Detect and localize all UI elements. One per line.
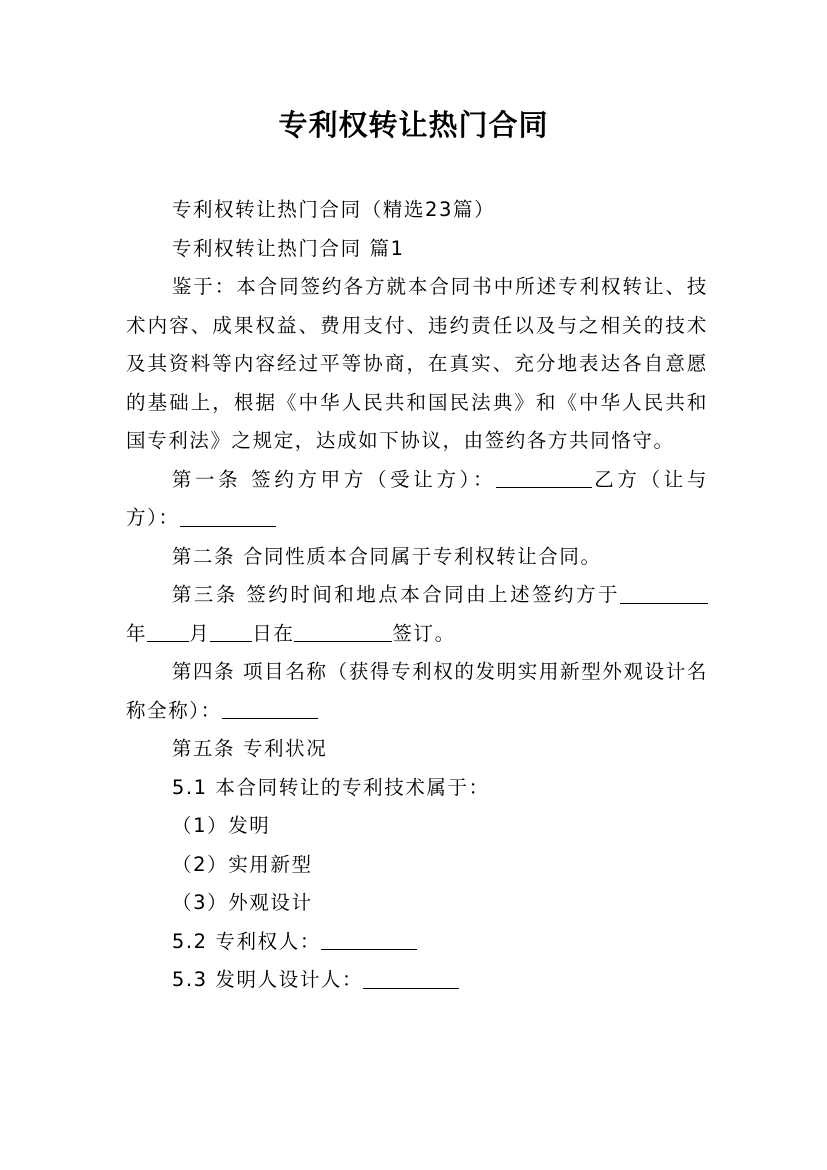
day-blank <box>210 621 252 642</box>
month-blank <box>147 621 189 642</box>
article-3-end: 签订。 <box>392 621 456 645</box>
article-5: 第五条 专利状况 <box>171 737 328 760</box>
inventor-blank <box>363 967 459 988</box>
article-3-text: 第三条 签约时间和地点本合同由上述签约方于 <box>171 583 620 606</box>
clause-5-2-label: 5.2 专利权人： <box>171 929 321 953</box>
clause-5-3 <box>126 961 708 1000</box>
article-4 <box>126 653 708 730</box>
clause-5-2 <box>126 923 708 962</box>
article-1 <box>126 461 708 538</box>
party-a-blank <box>496 467 592 488</box>
year-blank <box>620 582 708 603</box>
option-invention: （1）发明 <box>172 814 271 837</box>
clause-5-3-label: 5.3 发明人设计人： <box>171 968 364 991</box>
article-1-party-a-label: 第一条 签约方甲方（受让方）： <box>171 467 497 491</box>
party-b-blank <box>180 505 276 526</box>
article-1-party-b-label: 乙方（让与方）： <box>126 467 708 529</box>
patentee-blank <box>321 929 417 950</box>
section-heading: 专利权转让热门合同 篇1 <box>171 236 405 260</box>
month-label: 月 <box>189 621 211 645</box>
clause-5-1: 5.1 本合同转让的专利技术属于： <box>171 775 490 799</box>
article-4-text: 第四条 项目名称（获得专利权的发明实用新型外观设计名称全称）： <box>126 660 708 722</box>
year-label: 年 <box>126 621 148 645</box>
article-2: 第二条 合同性质本合同属于专利权转让合同。 <box>171 544 602 568</box>
document-body <box>126 191 708 1000</box>
preamble-paragraph: 鉴于：本合同签约各方就本合同书中所述专利权转让、技术内容、成果权益、费用支付、违约责任以及与之相关的技术及其资料等内容经过平等协商，在真实、充分地表达各自意愿的基础上，根据《中华人民共和国民法典》和《中华人民共和国专利法》之规定，达成如下协议，由签约各方共同恪守。 <box>126 275 708 452</box>
project-name-blank <box>222 698 318 719</box>
document-title: 专利权转让热门合同 <box>278 108 549 142</box>
document-subtitle: 专利权转让热门合同（精选23篇） <box>171 198 496 221</box>
option-utility-model: （2）实用新型 <box>172 852 313 876</box>
article-3 <box>126 576 708 653</box>
day-label: 日在 <box>252 621 295 645</box>
place-blank <box>294 621 392 642</box>
option-design: （3）外观设计 <box>172 891 313 914</box>
